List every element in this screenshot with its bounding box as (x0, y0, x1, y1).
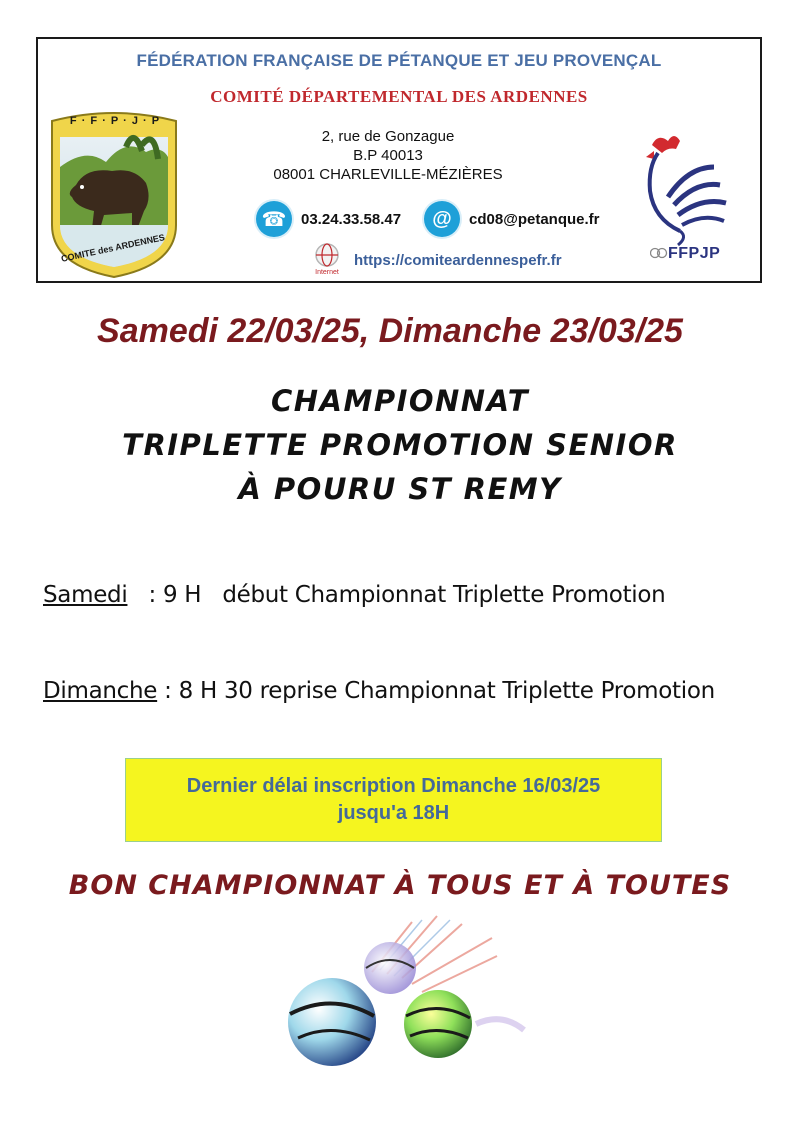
email-address[interactable]: cd08@petanque.fr (469, 210, 600, 228)
address-block (238, 127, 538, 184)
event-dates: Samedi 22/03/25, Dimanche 23/03/25 (97, 312, 683, 350)
event-title-line: TRIPLETTE PROMOTION SENIOR (122, 428, 678, 462)
schedule-saturday (43, 582, 665, 608)
deadline-box (125, 758, 662, 842)
petanque-balls-mini-icon (650, 246, 668, 258)
ffpjp-text: FFPJP (668, 245, 721, 262)
comite-name: COMITÉ DÉPARTEMENTAL DES ARDENNES (210, 87, 588, 106)
email-contact (424, 200, 600, 238)
deadline-line: jusqu'a 18H (337, 802, 450, 824)
website-link[interactable]: https://comiteardennespefr.fr (354, 251, 562, 269)
schedule-text: : 8 H 30 reprise Championnat Triplette Promotion (157, 678, 715, 704)
address-line: 08001 CHARLEVILLE-MÉZIÈRES (273, 166, 503, 183)
event-title-line: À POURU ST REMY (238, 472, 562, 506)
schedule-sunday (43, 678, 715, 704)
logo-left-top-text: F · F · P · J · P (69, 115, 161, 127)
website-caption: Internet (315, 269, 339, 276)
at-sign-icon: @ (424, 201, 460, 237)
phone-icon: ☎ (256, 201, 292, 237)
petanque-balls-illustration-icon (262, 912, 562, 1082)
phone-contact (256, 200, 401, 238)
event-title-line: CHAMPIONNAT (270, 384, 530, 418)
federation-name: FÉDÉRATION FRANÇAISE DE PÉTANQUE ET JEU PROVENÇAL (136, 51, 662, 70)
phone-number: 03.24.33.58.47 (301, 210, 402, 228)
logo-left-bottom-text: COMITE des ARDENNES (60, 232, 166, 264)
schedule-day: Samedi (43, 582, 128, 608)
deadline-line: Dernier délai inscription Dimanche 16/03/25 (186, 775, 601, 797)
schedule-text: : 9 H début Championnat Triplette Promotion (127, 582, 666, 608)
website-contact (308, 241, 562, 279)
schedule-day: Dimanche (43, 678, 158, 704)
address-line: B.P 40013 (353, 147, 423, 164)
letterhead (36, 37, 762, 283)
globe-icon (308, 241, 346, 279)
closing-message: BON CHAMPIONNAT À TOUS ET À TOUTES (68, 870, 732, 901)
address-line: 2, rue de Gonzague (321, 128, 455, 145)
ffpjp-label (650, 245, 720, 263)
